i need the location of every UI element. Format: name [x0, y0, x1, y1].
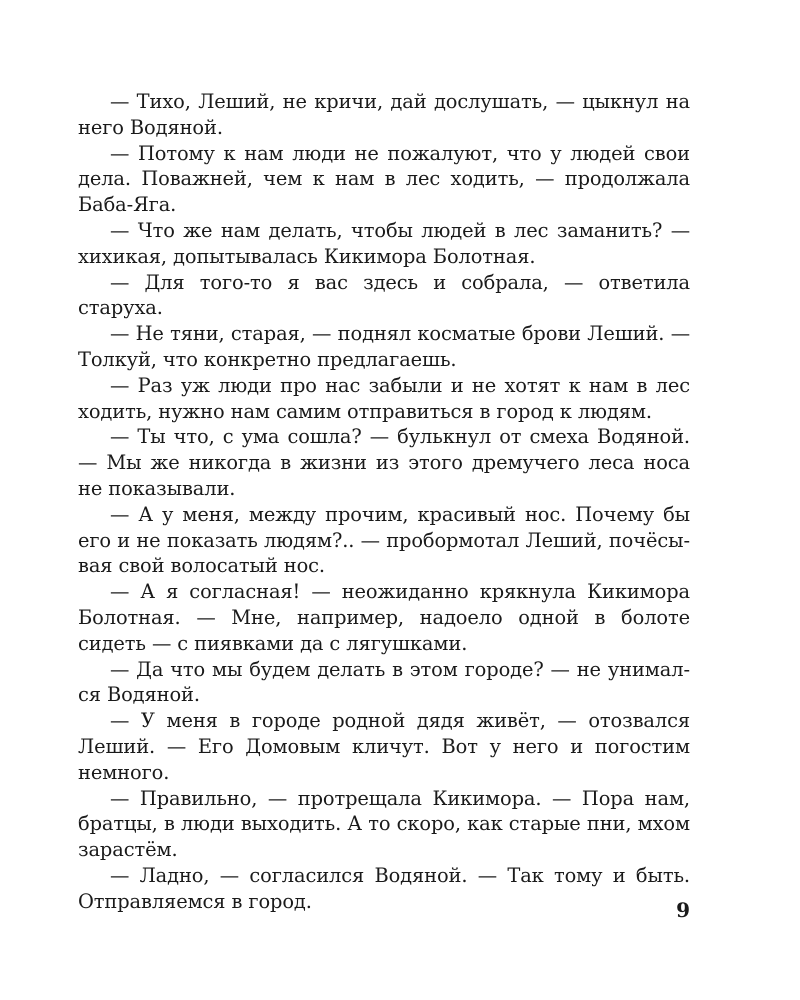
paragraph-6: — Раз уж люди про нас забыли и не хотят к нам в лес ходить, нужно нам самим отправиться в город к людям. — [78, 373, 690, 423]
paragraph-2: — Потому к нам люди не пожалуют, что у людей свои дела. Поважней, чем к нам в лес ходить, — продолжала Баба-Яга. — [78, 141, 690, 217]
page-number: 9 — [676, 898, 690, 922]
paragraph-9: — А я согласная! — неожиданно крякнула Кикимора Болотная. — Мне, например, надоело одной в болоте сидеть — с пиявками да с лягушками. — [78, 580, 690, 655]
paragraph-8: — А у меня, между прочим, красивый нос. Почему бы его и не показать людям?.. — пробормотал Леший, почёсывая свой волосатый нос. — [78, 502, 690, 578]
paragraph-7: — Ты что, с ума сошла? — булькнул от смеха Водяной. — Мы же никогда в жизни из этого дремучего леса носа не показывали. — [78, 425, 690, 500]
paragraph-11: — У меня в городе родной дядя живёт, — отозвался Леший. — Его Домовым кличут. Вот у него и погостим немного. — [78, 709, 690, 784]
page-text-block — [78, 89, 690, 915]
paragraph-3: — Что же нам делать, чтобы людей в лес заманить? — хихикая, допытывалась Кикимора Болотная. — [78, 218, 690, 268]
paragraph-5: — Не тяни, старая, — поднял косматые брови Леший. — Толкуй, что конкретно предлагаешь. — [78, 322, 690, 371]
paragraph-1: — Тихо, Леший, не кричи, дай дослушать, — цыкнул на него Водяной. — [78, 90, 690, 139]
paragraph-10: — Да что мы будем делать в этом городе? — не унимался Водяной. — [78, 657, 690, 707]
paragraph-13: — Ладно, — согласился Водяной. — Так тому и быть. Отправляемся в город. — [78, 863, 690, 913]
paragraph-12: — Правильно, — протрещала Кикимора. — Пора нам, братцы, в люди выходить. А то скоро, как старые пни, мхом зарастём. — [78, 786, 690, 862]
paragraph-4: — Для того-то я вас здесь и собрала, — ответила старуха. — [78, 270, 690, 320]
